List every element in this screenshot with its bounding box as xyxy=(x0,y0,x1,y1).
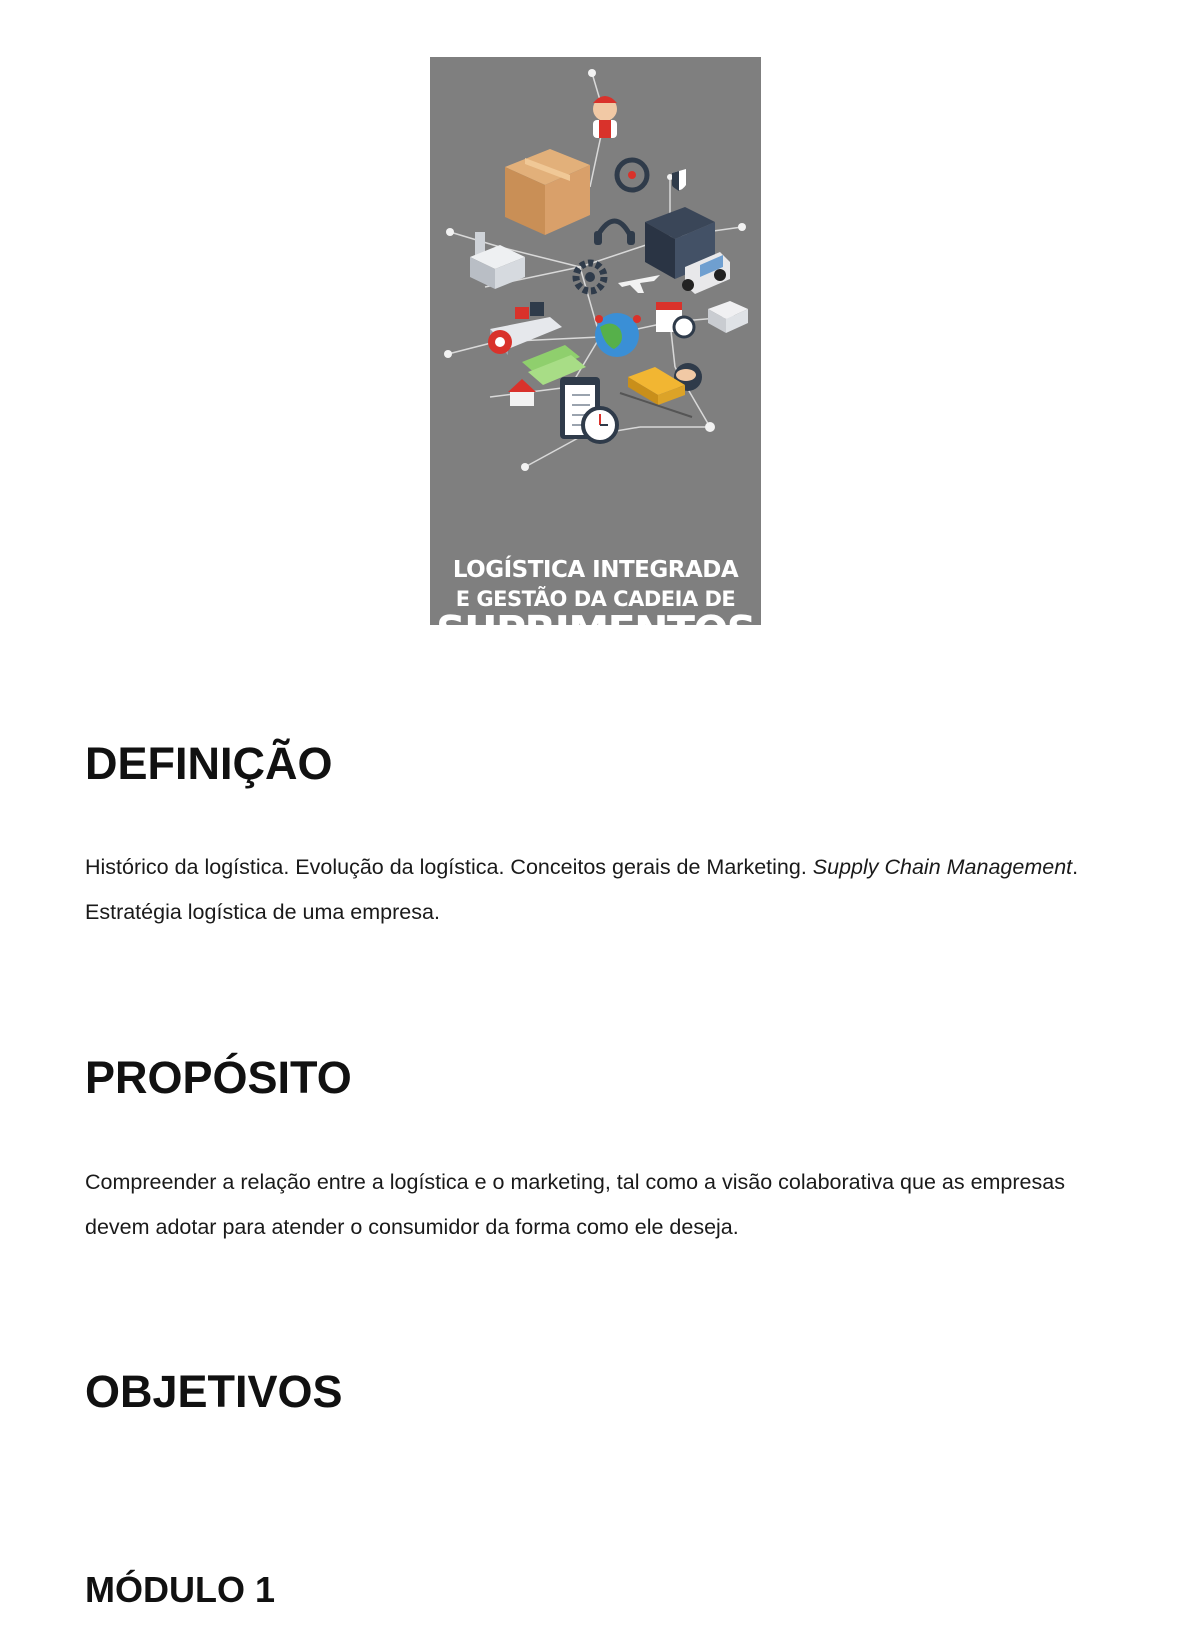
proposito-text: Compreender a relação entre a logística e o marketing, tal como a visão colaborativa que as empresas devem adotar para atender o consumidor da forma como ele deseja. xyxy=(85,1170,1065,1239)
cover-title-line3: SUPRIMENTOS xyxy=(436,607,755,655)
cover-image xyxy=(430,57,761,655)
cover-title-line1: LOGÍSTICA INTEGRADA xyxy=(452,557,739,583)
definicao-text-part1: Histórico da logística. Evolução da logística. Conceitos gerais de Marketing. xyxy=(85,855,813,879)
heading-proposito: PROPÓSITO xyxy=(85,1052,352,1103)
heading-objetivos: OBJETIVOS xyxy=(85,1366,343,1417)
heading-definicao: DEFINIÇÃO xyxy=(85,738,333,789)
heading-modulo-1: MÓDULO 1 xyxy=(85,1569,276,1610)
logistics-illustration xyxy=(430,57,761,625)
definicao-text-italic: Supply Chain Management xyxy=(812,855,1073,879)
cover-title-line2: E GESTÃO DA CADEIA DE xyxy=(455,587,736,611)
definicao-text xyxy=(85,845,1095,935)
definicao-text-part2: . Estratégia logística de uma empresa. xyxy=(85,855,1079,924)
